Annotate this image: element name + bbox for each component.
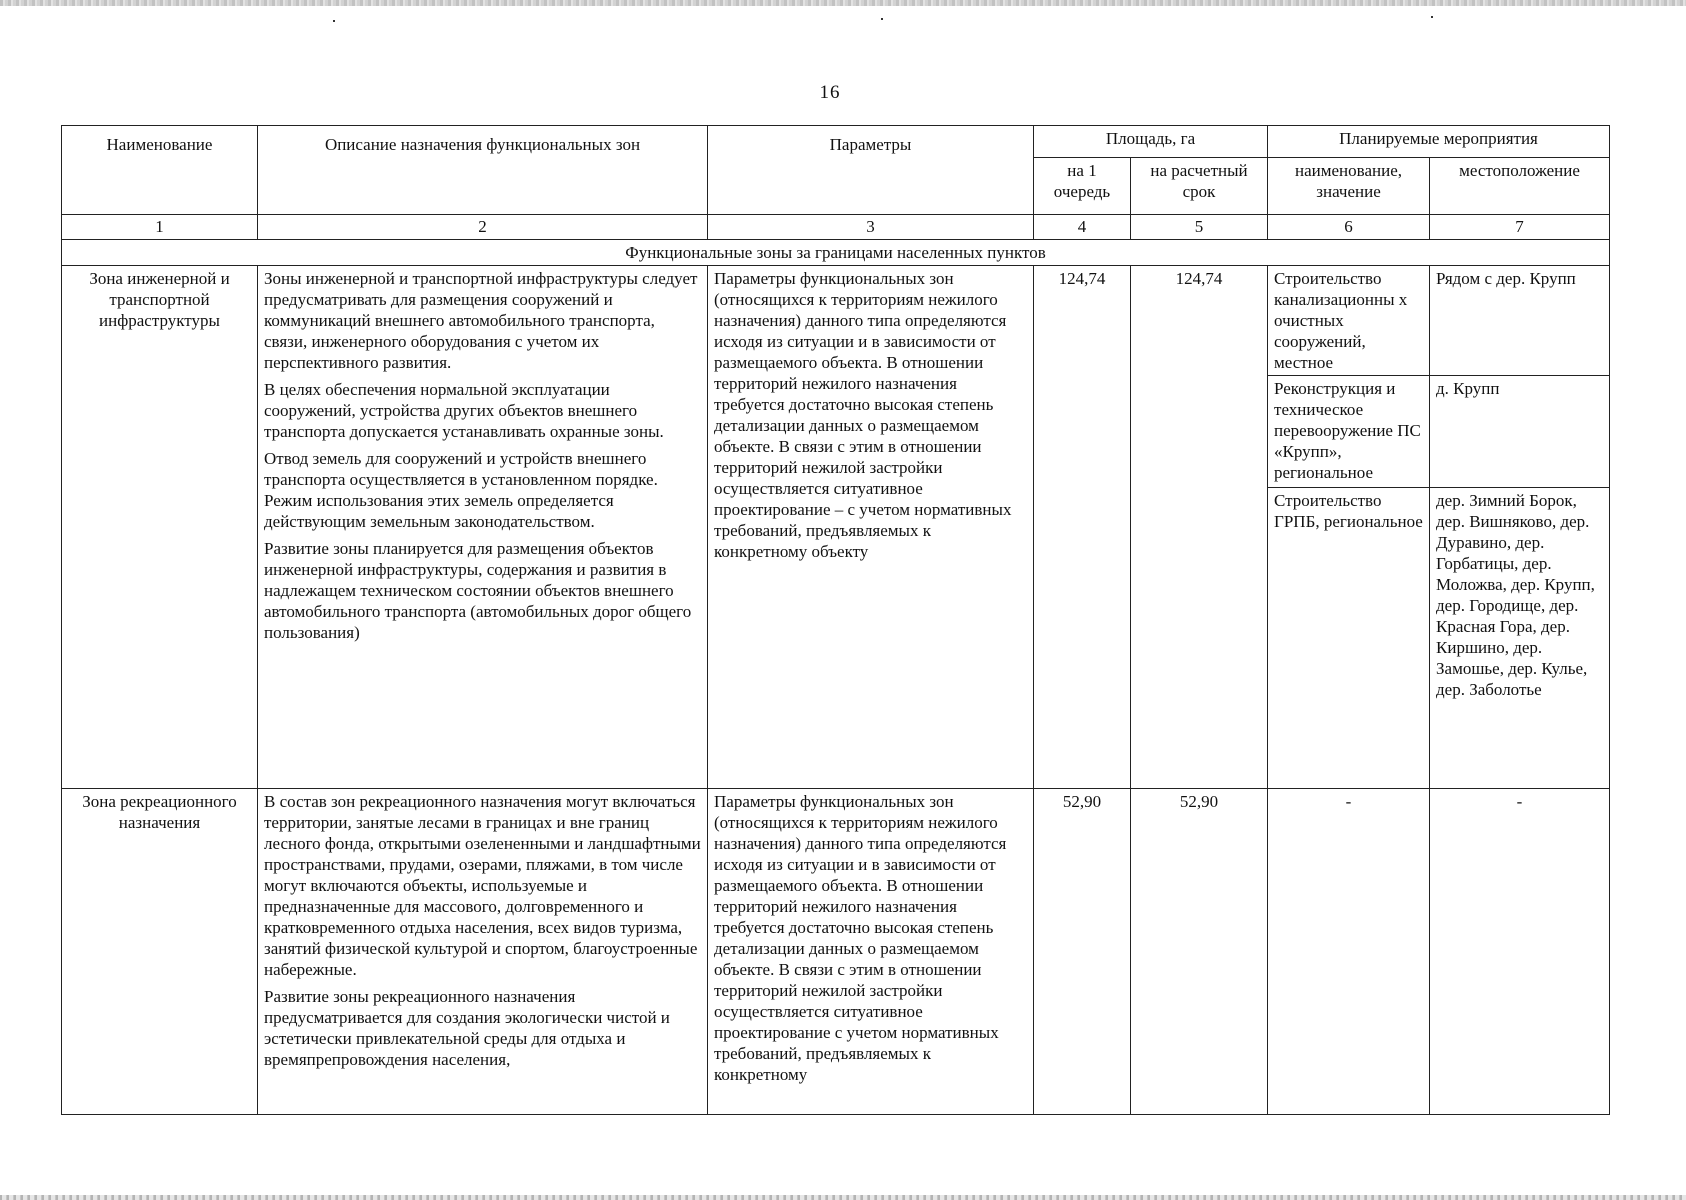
section-row — [62, 240, 1610, 266]
area-first-stage: 124,74 — [1034, 266, 1131, 789]
measure-location: - — [1430, 789, 1610, 1115]
scan-edge-top — [0, 0, 1686, 6]
functional-zones-table — [61, 125, 1610, 1115]
header-parameters: Параметры — [708, 126, 1034, 215]
description-paragraph: Отвод земель для сооружений и устройств внешнего транспорта осуществляется в установленном порядке. Режим использования этих земель определяется действующим земельным законодательством. — [264, 449, 658, 531]
header-area-first-stage: на 1 очередь — [1034, 157, 1131, 214]
area-design-term: 52,90 — [1131, 789, 1268, 1115]
column-numbers-row — [62, 215, 1610, 240]
description-paragraph: В состав зон рекреационного назначения могут включаться территории, занятые лесами в границах и вне границ лесного фонда, открытыми озелененными и ландшафтными пространствами, прудами, озерами, пляжами, в том числе могут включаются объекты, используемые и предназначенные для массового, долговременного и кратковременного отдыха населения, всех видов туризма, занятий физической культурой и спортом, благоустроенные набережные. — [264, 792, 701, 979]
column-number: 4 — [1034, 215, 1131, 240]
header-area: Площадь, га — [1034, 126, 1268, 158]
zone-name: Зона инженерной и транспортной инфраструктуры — [62, 266, 258, 789]
measure-name: Строительство канализационны х очистных сооружений, местное — [1268, 266, 1430, 376]
header-measure-name: наименование, значение — [1268, 157, 1430, 214]
measure-location: дер. Зимний Борок, дер. Вишняково, дер. Дуравино, дер. Горбатицы, дер. Моложва, дер. Крупп, дер. Городище, дер. Красная Гора, дер. Киршино, дер. Замошье, дер. Кулье, дер. Заболотье — [1430, 488, 1610, 789]
measure-name: Реконструкция и техническое перевооружение ПС «Крупп», региональное — [1268, 376, 1430, 488]
scan-speck — [1431, 16, 1433, 18]
column-number: 2 — [258, 215, 708, 240]
description-paragraph: Развитие зоны рекреационного назначения предусматривается для создания экологически чистой и эстетически привлекательной среды для отдыха и времяпрепровождения населения, — [264, 987, 670, 1069]
header-measure-location: местоположение — [1430, 157, 1610, 214]
column-number: 5 — [1131, 215, 1268, 240]
measure-location: Рядом с дер. Крупп — [1430, 266, 1610, 376]
section-title: Функциональные зоны за границами населенных пунктов — [62, 240, 1610, 266]
description-paragraph: В целях обеспечения нормальной эксплуатации сооружений, устройства других объектов внешнего транспорта допускается устанавливать охранные зоны. — [264, 380, 664, 441]
column-number: 7 — [1430, 215, 1610, 240]
header-name: Наименование — [62, 126, 258, 215]
column-number: 6 — [1268, 215, 1430, 240]
zone-description — [258, 789, 708, 1115]
scan-speck — [881, 18, 883, 20]
description-paragraph: Развитие зоны планируется для размещения объектов инженерной инфраструктуры, содержания и развития в надлежащем техническом состоянии объектов внешнего автомобильного транспорта (автомобильных дорог общего пользования) — [264, 539, 692, 642]
header-description: Описание назначения функциональных зон — [258, 126, 708, 215]
area-design-term: 124,74 — [1131, 266, 1268, 789]
area-first-stage: 52,90 — [1034, 789, 1131, 1115]
table-row — [62, 266, 1610, 376]
column-number: 3 — [708, 215, 1034, 240]
zone-description — [258, 266, 708, 789]
table-row — [62, 789, 1610, 1115]
description-paragraph: Зоны инженерной и транспортной инфраструктуры следует предусматривать для размещения сооружений и коммуникаций внешнего автомобильного транспорта, связи, инженерного оборудования с учетом их перспективного развития. — [264, 269, 698, 372]
measure-name: - — [1268, 789, 1430, 1115]
header-row — [62, 126, 1610, 158]
scan-speck — [333, 20, 335, 22]
header-planned-measures: Планируемые мероприятия — [1268, 126, 1610, 158]
measure-location: д. Крупп — [1430, 376, 1610, 488]
zone-name: Зона рекреационного назначения — [62, 789, 258, 1115]
header-area-design-term: на расчетный срок — [1131, 157, 1268, 214]
page-number: 16 — [819, 82, 841, 103]
zone-parameters: Параметры функциональных зон (относящихся к территориям нежилого назначения) данного типа определяются исходя из ситуации и в зависимости от размещаемого объекта. В отношении территорий нежилого назначения требуется достаточно высокая степень детализации данных о размещаемом объекте. В связи с этим в отношении территорий нежилой застройки осуществляется ситуативное проектирование с учетом нормативных требований, предъявляемых к конкретному — [708, 789, 1034, 1115]
column-number: 1 — [62, 215, 258, 240]
scan-edge-bottom — [0, 1195, 1686, 1200]
zone-parameters: Параметры функциональных зон (относящихся к территориям нежилого назначения) данного типа определяются исходя из ситуации и в зависимости от размещаемого объекта. В отношении территорий нежилого назначения требуется достаточно высокая степень детализации данных о размещаемом объекте. В связи с этим в отношении территорий нежилой застройки осуществляется ситуативное проектирование – с учетом нормативных требований, предъявляемых к конкретному объекту — [708, 266, 1034, 789]
measure-name: Строительство ГРПБ, региональное — [1268, 488, 1430, 789]
